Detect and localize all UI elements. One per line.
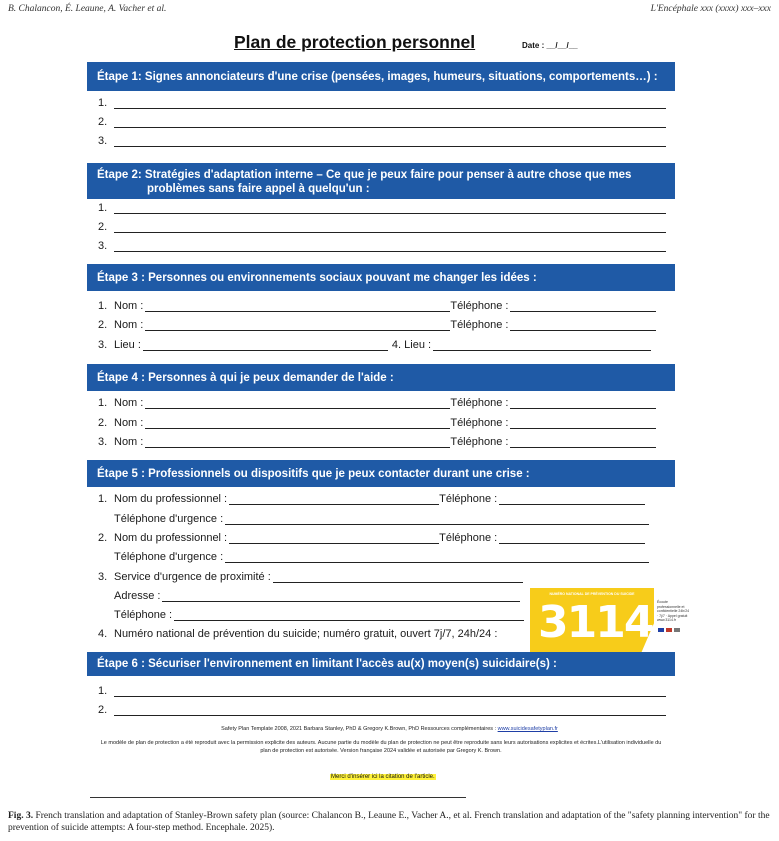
row-label: Téléphone : [114, 609, 173, 621]
step4-row [98, 395, 656, 409]
row-label: 4. Lieu : [391, 339, 432, 351]
row-number: 2. [98, 319, 108, 331]
credit-link[interactable]: www.suicidesafetyplan.fr [497, 726, 558, 732]
row-label: Téléphone : [450, 436, 509, 448]
step3-row [98, 298, 656, 312]
divider [90, 797, 466, 798]
row-label: Nom du professionnel : [114, 493, 228, 505]
blank-line[interactable] [114, 241, 666, 252]
row-number: 3. [98, 135, 108, 147]
row-number: 2. [98, 704, 108, 716]
place-line[interactable] [143, 340, 388, 351]
row-label: Téléphone : [439, 493, 498, 505]
row-number: 1. [98, 300, 108, 312]
row-label: Téléphone : [450, 319, 509, 331]
step2-row [98, 238, 666, 252]
section-header-step4: Étape 4 : Personnes à qui je peux demander de l'aide : [87, 364, 675, 391]
row-label: Numéro national de prévention du suicide; numéro gratuit, ouvert 7j/7, 24h/24 : [114, 628, 498, 640]
step3-row [98, 337, 651, 351]
phone-line[interactable] [510, 418, 656, 429]
phone-line[interactable] [510, 437, 656, 448]
row-number: 1. [98, 202, 108, 214]
row-label: Nom : [114, 319, 144, 331]
blank-line[interactable] [114, 686, 666, 697]
name-line[interactable] [145, 398, 450, 409]
row-number: 2. [98, 532, 108, 544]
step1-row [98, 133, 666, 147]
suicide-prevention-badge [530, 588, 690, 652]
step5-row [98, 530, 645, 544]
step6-row [98, 702, 666, 716]
phone-line[interactable] [174, 610, 524, 621]
row-number: 1. [98, 685, 108, 697]
step6-row [98, 683, 666, 697]
date-field: Date : __/__/__ [522, 41, 578, 50]
phone-line[interactable] [499, 533, 645, 544]
step5-row [98, 491, 645, 505]
row-number: 2. [98, 221, 108, 233]
row-label: Nom : [114, 300, 144, 312]
form-title: Plan de protection personnel [234, 32, 476, 52]
row-label: Lieu : [114, 339, 141, 351]
badge-number: 3114 [538, 597, 653, 648]
blank-line[interactable] [114, 203, 666, 214]
step3-row [98, 317, 656, 331]
step1-row [98, 95, 666, 109]
running-head-left: B. Chalancon, É. Leaune, A. Vacher et al. [8, 4, 167, 14]
step2-row [98, 200, 666, 214]
citation-note: Merci d'insérer ici la citation de l'article. [331, 774, 435, 780]
row-label: Téléphone : [450, 417, 509, 429]
row-label: Téléphone : [450, 397, 509, 409]
badge-side-text: Écoute professionnelle et confidentielle 24h/24 · 7j/7 · Appel gratuit www.3114.fr [657, 600, 690, 622]
name-line[interactable] [229, 494, 439, 505]
row-number: 3. [98, 240, 108, 252]
badge-top-text: NUMÉRO NATIONAL DE PRÉVENTION DU SUICIDE [549, 592, 635, 596]
phone-line[interactable] [510, 301, 656, 312]
row-label: Nom : [114, 436, 144, 448]
step1-row [98, 114, 666, 128]
figure-caption: Fig. 3. French translation and adaptation of Stanley-Brown safety plan (source: Chalancon B., Leaune E., Vacher A., et al. French translation and adaptation of the "safety planning intervention" for the prevention of suicide attempts: A four-step method. Encephale. 2025). [8, 811, 770, 833]
step4-row [98, 415, 656, 429]
template-credit: Safety Plan Template 2008, 2021 Barbara Stanley, PhD & Gregory K.Brown, PhD Ressources complémentaires : www.suicidesafetyplan.fr [221, 726, 558, 732]
section-header-step3: Étape 3 : Personnes ou environnements sociaux pouvant me changer les idées : [87, 264, 675, 291]
section-header-step5: Étape 5 : Professionnels ou dispositifs que je peux contacter durant une crise : [87, 460, 675, 487]
service-line[interactable] [273, 572, 523, 583]
step5-row [98, 569, 523, 583]
row-number: 3. [98, 571, 108, 583]
step5-row [114, 511, 649, 525]
section-header-step1: Étape 1: Signes annonciateurs d'une crise (pensées, images, humeurs, situations, comportements…) : [87, 62, 675, 91]
name-line[interactable] [229, 533, 439, 544]
blank-line[interactable] [114, 705, 666, 716]
place-line[interactable] [433, 340, 651, 351]
copyright-text: Le modèle de plan de protection a été reproduit avec la permission explicite des auteurs. Aucune partie du modèle du plan de protection ne peut être reproduite sans leurs autorisations explicites et écrites.L'utilisation individuelle du plan de protection est autorisée. Version française 2024 validée et autorisée par Gregory K. Brown. [100, 740, 662, 754]
row-label: Nom du professionnel : [114, 532, 228, 544]
name-line[interactable] [145, 418, 450, 429]
row-number: 1. [98, 397, 108, 409]
row-label: Nom : [114, 397, 144, 409]
step4-row [98, 434, 656, 448]
row-label: Nom : [114, 417, 144, 429]
name-line[interactable] [145, 437, 450, 448]
phone-line[interactable] [510, 320, 656, 331]
step5-row [114, 549, 649, 563]
row-number: 3. [98, 339, 108, 351]
row-label: Adresse : [114, 590, 161, 602]
row-label: Téléphone : [439, 532, 498, 544]
step2-row [98, 219, 666, 233]
section-header-step2: Étape 2: Stratégies d'adaptation interne – Ce que je peux faire pour penser à autre chose que mes problèmes sans faire appel à quelqu'un : [87, 163, 675, 199]
row-label: Téléphone d'urgence : [114, 513, 224, 525]
blank-line[interactable] [114, 136, 666, 147]
row-label: Téléphone d'urgence : [114, 551, 224, 563]
row-number: 1. [98, 97, 108, 109]
phone-line[interactable] [499, 494, 645, 505]
step5-row [114, 607, 524, 621]
section-header-step6: Étape 6 : Sécuriser l'environnement en limitant l'accès au(x) moyen(s) suicidaire(s) : [87, 652, 675, 676]
badge-logos-icon [658, 628, 680, 632]
step5-row [114, 588, 520, 602]
phone-line[interactable] [225, 514, 649, 525]
row-number: 2. [98, 417, 108, 429]
blank-line[interactable] [114, 222, 666, 233]
step5-row [98, 626, 499, 640]
row-number: 3. [98, 436, 108, 448]
phone-line[interactable] [510, 398, 656, 409]
blank-line[interactable] [114, 117, 666, 128]
name-line[interactable] [145, 320, 450, 331]
blank-line[interactable] [114, 98, 666, 109]
name-line[interactable] [145, 301, 450, 312]
row-label: Téléphone : [450, 300, 509, 312]
phone-line[interactable] [225, 552, 649, 563]
row-number: 2. [98, 116, 108, 128]
row-label: Service d'urgence de proximité : [114, 571, 271, 583]
row-number: 1. [98, 493, 108, 505]
address-line[interactable] [162, 591, 520, 602]
running-head-right: L'Encéphale xxx (xxxx) xxx–xxx [650, 4, 771, 14]
row-number: 4. [98, 628, 108, 640]
